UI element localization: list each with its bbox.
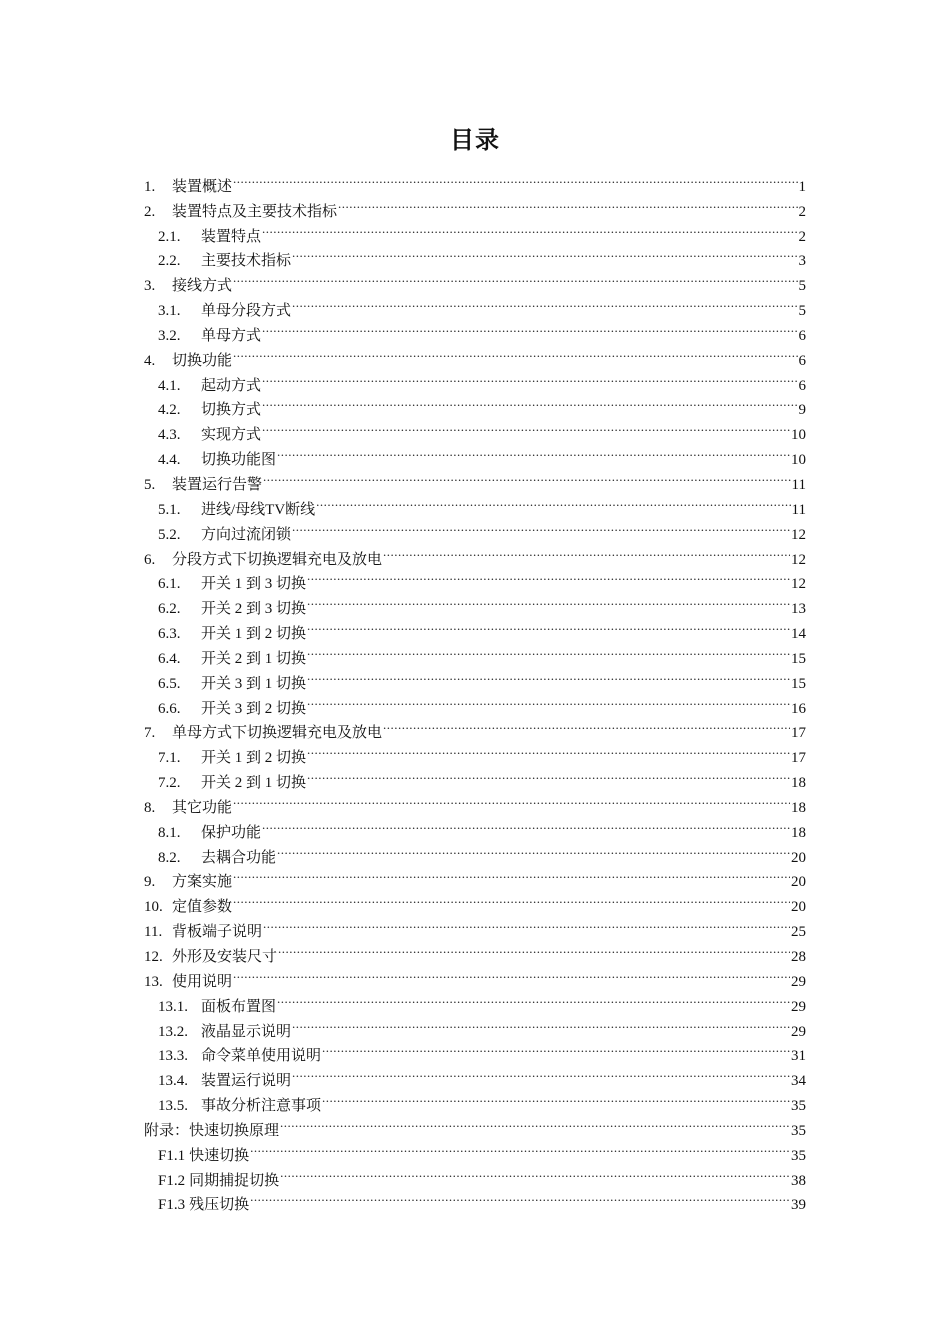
- dot-leader: [292, 514, 790, 539]
- dot-leader: [263, 464, 791, 489]
- toc-entry-title: 装置特点: [201, 228, 262, 245]
- toc-entry-number: 12.: [144, 949, 163, 965]
- toc-entry[interactable]: [144, 961, 806, 990]
- dot-leader: [383, 539, 790, 564]
- toc-entry-page-number: 6: [798, 352, 806, 369]
- dot-leader: [307, 564, 790, 589]
- toc-entry-page-number: 17: [791, 750, 806, 767]
- toc-entry-page-number: 25: [791, 924, 806, 941]
- dot-leader: [277, 439, 790, 464]
- toc-entry[interactable]: [144, 862, 806, 891]
- dot-leader: [262, 812, 790, 837]
- dot-leader: [338, 191, 797, 216]
- toc-entry-number: 4.: [144, 352, 156, 369]
- toc-entry-number: F1.2: [158, 1172, 186, 1189]
- dot-leader: [292, 1011, 790, 1036]
- toc-entry-number: 13.: [144, 973, 163, 990]
- dot-leader: [292, 241, 797, 266]
- dot-leader: [250, 1185, 790, 1210]
- toc-entry-title: 开关 1 到 2 切换: [201, 750, 307, 767]
- dot-leader: [292, 1060, 790, 1085]
- dot-leader: [307, 588, 790, 613]
- toc-entry-number: 11.: [144, 924, 163, 941]
- toc-entry-page-number: 3: [798, 253, 806, 270]
- toc-entry-title: 实现方式: [201, 427, 262, 444]
- toc-entry-number: 10.: [144, 899, 163, 916]
- toc-entry-title: 开关 2 到 1 切换: [201, 650, 307, 667]
- toc-entry[interactable]: [144, 812, 806, 841]
- toc-entry-title: 装置运行告警: [172, 476, 263, 493]
- toc-entry-page-number: 2: [798, 203, 806, 220]
- toc-entry-title: 单母方式: [201, 327, 262, 344]
- dot-leader: [307, 638, 790, 663]
- toc-entry-page-number: 38: [791, 1172, 806, 1189]
- toc-entry-number: 3.2.: [158, 327, 181, 344]
- toc-entry-number: 5.: [144, 476, 156, 493]
- toc-entry[interactable]: [144, 911, 806, 941]
- toc-entry-page-number: 20: [791, 849, 806, 866]
- toc-entry-number: 13.3.: [158, 1048, 188, 1065]
- toc-entry-number: 7.: [144, 725, 156, 742]
- toc-entry-title: 方案实施: [172, 874, 233, 891]
- toc-entry-number: 9.: [144, 874, 156, 891]
- toc-entry-number: 4.4.: [158, 452, 181, 469]
- dot-leader: [233, 340, 797, 365]
- toc-entry-page-number: 6: [798, 377, 806, 394]
- toc-entry-title: 接线方式: [172, 278, 233, 295]
- toc-entry-number: 5.1.: [158, 501, 181, 518]
- toc-entry-page-number: 2: [798, 228, 806, 245]
- toc-entry-number: 6.2.: [158, 601, 181, 618]
- toc-entry-number: 6.6.: [158, 700, 181, 717]
- page-title: 目录: [450, 125, 500, 154]
- toc-entry-number: 13.5.: [158, 1098, 188, 1115]
- toc-entry-number: F1.1: [158, 1147, 186, 1164]
- toc-entry-page-number: 39: [791, 1197, 806, 1214]
- dot-leader: [383, 713, 790, 738]
- toc-entry-page-number: 34: [791, 1073, 806, 1090]
- toc-entry-title: 主要技术指标: [201, 253, 292, 270]
- dot-leader: [280, 1110, 790, 1135]
- toc-entry[interactable]: [144, 986, 806, 1015]
- toc-entry-page-number: 29: [791, 973, 806, 990]
- toc-entry-number: 2.2.: [158, 253, 181, 270]
- toc-entry[interactable]: [144, 365, 806, 394]
- toc-entry-page-number: 18: [791, 799, 806, 816]
- toc-entry-number: 3.1.: [158, 303, 181, 320]
- toc-entry-title: 快速切换: [189, 1147, 250, 1164]
- toc-entry-page-number: 29: [791, 998, 806, 1015]
- toc-entry-page-number: 6: [798, 327, 806, 344]
- toc-entry[interactable]: [144, 787, 806, 816]
- toc-entry-title: 开关 1 到 2 切换: [201, 626, 307, 643]
- toc-entry-title: 面板布置图: [201, 998, 277, 1015]
- toc-entry-page-number: 14: [791, 626, 806, 643]
- toc-entry-page-number: 28: [791, 949, 806, 965]
- toc-entry-title: 装置运行说明: [201, 1073, 292, 1090]
- toc-entry-page-number: 11: [791, 501, 806, 518]
- toc-entry-title: 单母方式下切换逻辑充电及放电: [172, 725, 383, 742]
- toc-entry-number: 13.2.: [158, 1023, 188, 1040]
- dot-leader: [307, 663, 790, 688]
- toc-entry[interactable]: [144, 340, 806, 369]
- dot-leader: [262, 414, 790, 439]
- toc-entry-title: 装置概述: [172, 178, 233, 195]
- toc-entry-number: 7.1.: [158, 750, 181, 767]
- dot-leader: [233, 166, 797, 191]
- toc-entry-title: 使用说明: [172, 973, 233, 990]
- toc-entry-number: 13.4.: [158, 1073, 188, 1090]
- toc-entry-page-number: 18: [791, 775, 806, 792]
- toc-entry-number: 5.2.: [158, 526, 181, 543]
- toc-entry-title: 开关 3 到 1 切换: [201, 675, 307, 692]
- dot-leader: [307, 613, 790, 638]
- toc-entry-title: 定值参数: [172, 899, 233, 916]
- toc-entry-title: 液晶显示说明: [201, 1023, 292, 1040]
- toc-entry-page-number: 20: [791, 899, 806, 916]
- dot-leader: [322, 1085, 790, 1110]
- toc-entry-title: 残压切换: [189, 1197, 250, 1214]
- toc-entry-number: 4.3.: [158, 427, 181, 444]
- toc-entry-title: 事故分析注意事项: [201, 1098, 322, 1115]
- toc-entry-title: 单母分段方式: [201, 303, 292, 320]
- toc-entry[interactable]: [144, 886, 806, 916]
- toc-entry-page-number: 12: [791, 576, 806, 593]
- toc-entry-number: F1.3: [158, 1197, 186, 1214]
- toc-entry[interactable]: [144, 191, 806, 220]
- toc-entry-page-number: 29: [791, 1023, 806, 1040]
- toc-entry-title: 背板端子说明: [172, 924, 263, 941]
- toc-entry-page-number: 31: [791, 1048, 806, 1065]
- toc-entry-title: 开关 3 到 2 切换: [201, 700, 307, 717]
- toc-entry-page-number: 35: [791, 1122, 806, 1139]
- dot-leader: [262, 365, 797, 390]
- toc-entry-number: 6.4.: [158, 650, 181, 667]
- toc-entry-number: 8.2.: [158, 849, 181, 866]
- toc-entry-title: 进线/母线TV断线: [201, 501, 316, 518]
- toc-entry-number: 13.1.: [158, 998, 188, 1015]
- toc-entry-title: 开关 2 到 3 切换: [201, 601, 307, 618]
- toc-entry-page-number: 9: [798, 402, 806, 419]
- dot-leader: [316, 489, 790, 514]
- toc-entry-title: 切换功能: [172, 352, 233, 369]
- toc-entry-title: 附录：快速切换原理: [144, 1122, 280, 1139]
- toc-entry-number: 6.1.: [158, 576, 181, 593]
- toc-entry-number: 3.: [144, 278, 156, 295]
- dot-leader: [233, 961, 790, 986]
- dot-leader: [233, 862, 790, 887]
- toc-entry-number: 8.1.: [158, 824, 181, 841]
- toc-entry-number: 6.: [144, 551, 156, 568]
- toc-entry-title: 外形及安装尺寸: [172, 949, 278, 965]
- toc-entry-number: 8.: [144, 799, 156, 816]
- dot-leader: [277, 986, 790, 1011]
- dot-leader: [277, 837, 790, 862]
- toc-entry-title: 同期捕捉切换: [189, 1172, 280, 1189]
- toc-entry-title: 方向过流闭锁: [201, 526, 292, 543]
- toc-entry-page-number: 1: [798, 178, 806, 195]
- dot-leader: [263, 911, 790, 936]
- toc-entry-number: 7.2.: [158, 775, 181, 792]
- toc-entry-title: 起动方式: [201, 377, 262, 394]
- toc-entry-page-number: 10: [791, 427, 806, 444]
- dot-leader: [307, 762, 790, 787]
- toc-entry-title: 分段方式下切换逻辑充电及放电: [172, 551, 383, 568]
- toc-entry-page-number: 15: [791, 675, 806, 692]
- table-of-contents: [144, 166, 806, 1214]
- toc-entry-page-number: 15: [791, 650, 806, 667]
- toc-entry-title: 切换方式: [201, 402, 262, 419]
- dot-leader: [233, 787, 790, 812]
- toc-entry[interactable]: [144, 166, 806, 195]
- toc-entry-title: 装置特点及主要技术指标: [172, 203, 338, 220]
- toc-entry-title: 开关 2 到 1 切换: [201, 775, 307, 792]
- toc-entry-title: 命令菜单使用说明: [201, 1048, 322, 1065]
- toc-entry-number: 2.1.: [158, 228, 181, 245]
- dot-leader: [233, 265, 797, 290]
- toc-entry-title: 开关 1 到 3 切换: [201, 576, 307, 593]
- toc-entry-title: 其它功能: [172, 799, 233, 816]
- toc-entry-page-number: 5: [798, 303, 806, 320]
- toc-entry-number: 6.3.: [158, 626, 181, 643]
- dot-leader: [322, 1036, 790, 1061]
- toc-entry-page-number: 10: [791, 452, 806, 469]
- toc-entry-page-number: 13: [791, 601, 806, 618]
- toc-entry-page-number: 35: [791, 1147, 806, 1164]
- dot-leader: [292, 290, 797, 315]
- dot-leader: [307, 688, 790, 713]
- toc-entry-title: 切换功能图: [201, 452, 277, 469]
- toc-entry-page-number: 11: [791, 476, 806, 493]
- toc-entry-page-number: 16: [791, 700, 806, 717]
- toc-entry-number: 4.1.: [158, 377, 181, 394]
- toc-entry-page-number: 12: [791, 551, 806, 568]
- toc-entry-page-number: 18: [791, 824, 806, 841]
- toc-entry-number: 4.2.: [158, 402, 181, 419]
- dot-leader: [262, 390, 797, 415]
- toc-entry-page-number: 20: [791, 874, 806, 891]
- toc-entry-page-number: 17: [791, 725, 806, 742]
- toc-entry-page-number: 12: [791, 526, 806, 543]
- dot-leader: [262, 315, 797, 340]
- dot-leader: [233, 886, 790, 911]
- toc-entry[interactable]: [144, 290, 806, 320]
- dot-leader: [262, 216, 797, 241]
- dot-leader: [250, 1135, 790, 1160]
- toc-entry-number: 2.: [144, 203, 156, 220]
- toc-entry-title: 去耦合功能: [201, 849, 277, 866]
- toc-entry-number: 6.5.: [158, 675, 181, 692]
- toc-entry[interactable]: [144, 265, 806, 295]
- toc-entry-page-number: 35: [791, 1098, 806, 1115]
- toc-entry-title: 保护功能: [201, 824, 262, 841]
- toc-entry-number: 1.: [144, 178, 156, 195]
- dot-leader: [280, 1160, 790, 1185]
- dot-leader: [278, 936, 790, 961]
- toc-entry-page-number: 5: [798, 278, 806, 295]
- dot-leader: [307, 737, 790, 762]
